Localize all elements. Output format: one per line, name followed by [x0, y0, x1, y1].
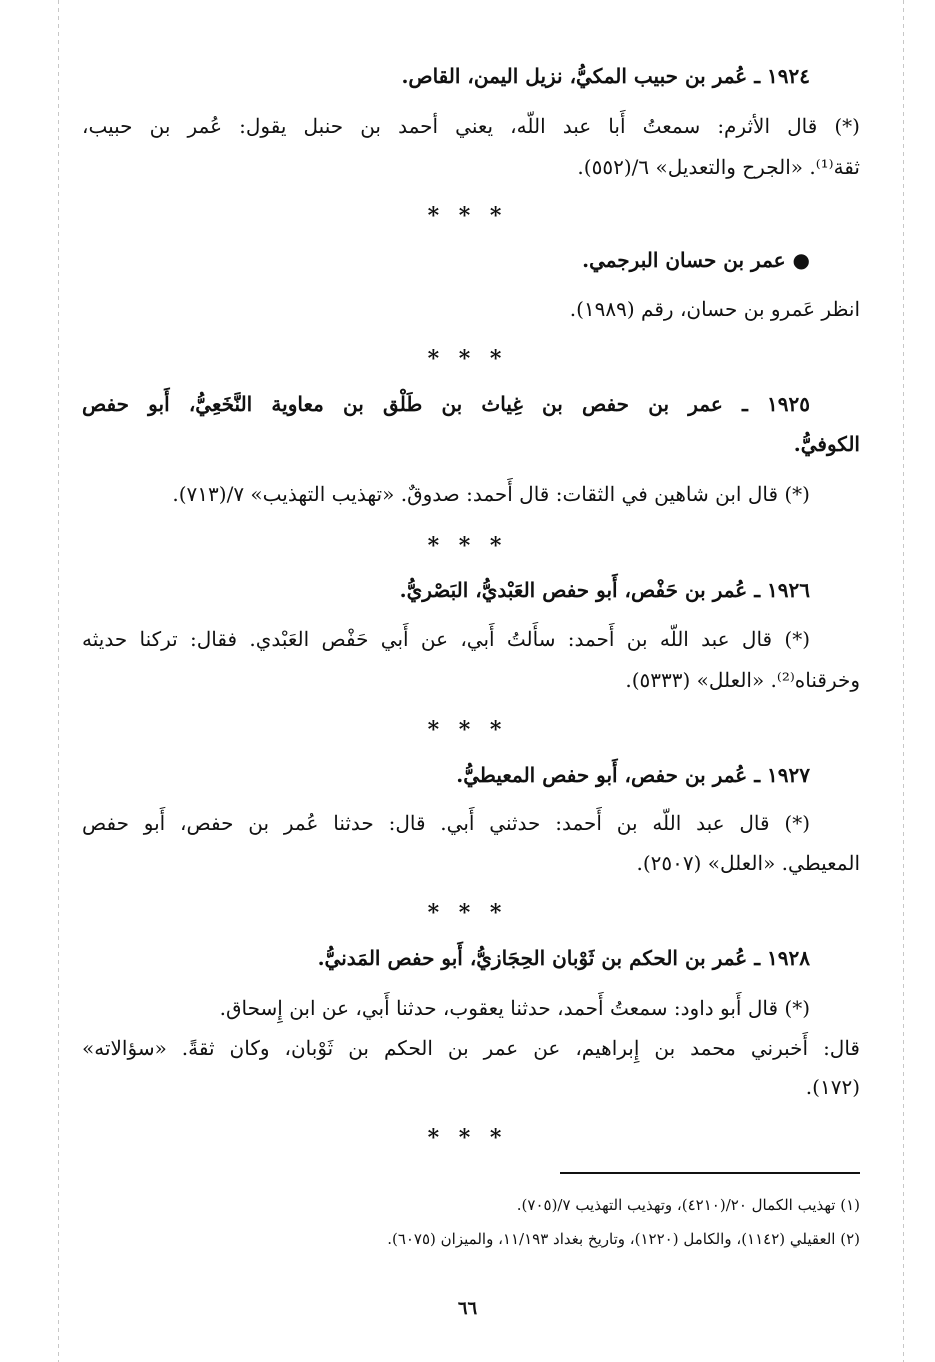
entry-1925-text: (*) قال ابن شاهين في الثقات: قال أَحمد: صدوقٌ. «تهذيب التهذيب» ٧/(٧١٣). [172, 482, 810, 506]
page-number: ٦٦ [457, 1298, 478, 1319]
footnote-rule [560, 1172, 860, 1174]
entry-1927-text-line1: (*) قال عبد اللّه بن أَحمد: حدثني أَبي. قال: حدثنا عُمر بن حفص، أَبو حفص [82, 811, 810, 835]
entry-hassan-heading: ● عمر بن حسان البرجمي. [582, 248, 810, 272]
entry-1926-heading: ١٩٢٦ ـ عُمر بن حَفْص، أَبو حفص العَبْديُّ، البَصْريُّ. [399, 578, 810, 602]
footnote-2: (٢) العقيلي (١١٤٢)، والكامل (١٢٢٠)، وتاريخ بغداد ١١/١٩٣، والميزان (٦٠٧٥). [387, 1230, 860, 1248]
entry-1924-text-line1: (*) قال الأثرم: سمعتُ أَبا عبد اللّه، يعني أحمد بن حنبل يقول: عُمر بن حبيب، [82, 114, 860, 138]
separator-stars: * * * [427, 346, 508, 372]
entry-1928-heading: ١٩٢٨ ـ عُمر بن الحكم بن ثَوْبان الحِجَازيُّ، أَبو حفص المَدنيُّ. [317, 946, 810, 970]
entry-1925-heading-line1: ١٩٢٥ ـ عمر بن حفص بن غِياث بن طَلْق بن معاوية النَّخَعِيُّ، أَبو حفص [82, 392, 810, 416]
entry-1927-text-line2: المعيطي. «العلل» (٢٥٠٧). [636, 851, 860, 875]
entry-1928-text-line3: (١٧٢). [805, 1075, 860, 1099]
separator-stars: * * * [427, 900, 508, 926]
entry-1926-text-line1: (*) قال عبد اللّه بن أَحمد: سأَلتُ أَبي، عن أَبي حَفْص العَبْدي. فقال: تركنا حديثه [82, 627, 810, 651]
entry-1924-heading: ١٩٢٤ ـ عُمر بن حبيب المكيُّ، نزيل اليمن، القاص. [401, 64, 810, 88]
separator-stars: * * * [427, 533, 508, 559]
entry-hassan-text: انظر عَمرو بن حسان، رقم (١٩٨٩). [569, 297, 860, 321]
separator-stars: * * * [427, 203, 508, 229]
entry-1928-text-line1: (*) قال أَبو داود: سمعتُ أَحمد، حدثنا يعقوب، حدثنا أَبي، عن ابن إِسحاق. [219, 996, 810, 1020]
entry-1925-heading-line2: الكوفيُّ. [793, 432, 860, 456]
footnote-1: (١) تهذيب الكمال ٢٠/(٤٢١٠)، وتهذيب التهذيب ٧/(٧٠٥). [516, 1196, 860, 1214]
entry-1927-heading: ١٩٢٧ ـ عُمر بن حفص، أَبو حفص المعيطيُّ. [456, 763, 810, 787]
entry-1926-text-line2: وخرقناه⁽²⁾. «العلل» (٥٣٣٣). [625, 668, 860, 692]
separator-stars: * * * [427, 1125, 508, 1151]
entry-1928-text-line2: قال: أَخبرني محمد بن إِبراهيم، عن عمر بن الحكم بن ثَوْبان، وكان ثقةً. «سؤالاته» [82, 1036, 860, 1060]
entry-1924-text-line2: ثقة⁽¹⁾. «الجرح والتعديل» ٦/(٥٥٢). [577, 155, 860, 179]
separator-stars: * * * [427, 717, 508, 743]
